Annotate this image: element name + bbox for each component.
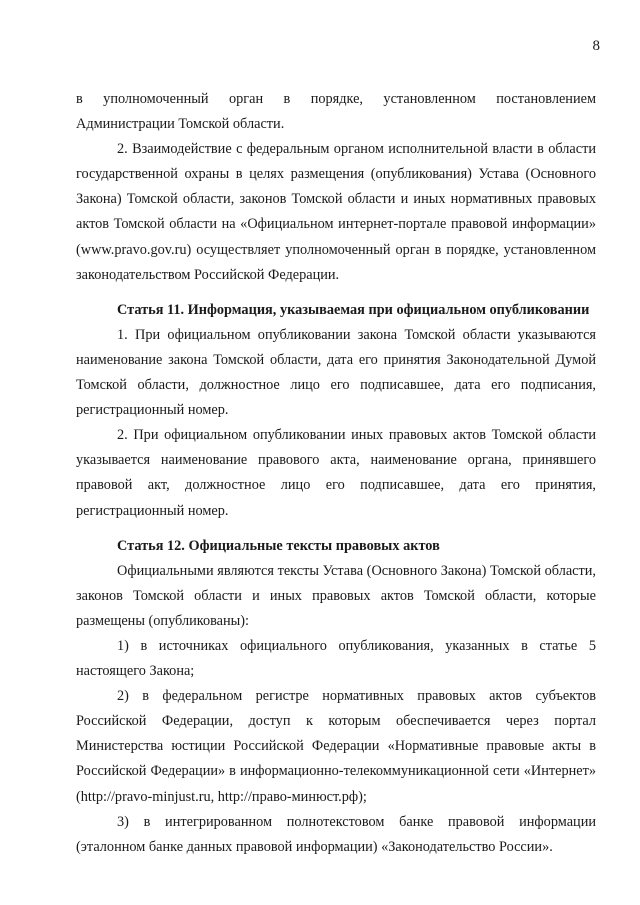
article-12-item-2: 2) в федеральном регистре нормативных правовых актов субъектов Российской Федерации, доступ к которым обеспечивается через портал Министерства юстиции Российской Федерации «Нормативные правовые акты в Российской Федерации» в информационно-телекоммуникационной сети «Интернет» (http://pravo-minjust.ru, http://право-минюст.рф);	[76, 688, 596, 805]
article-12-item-3: 3) в интегрированном полнотекстовом банке правовой информации (эталонном банке данных правовой информации) «Законодательство России».	[76, 813, 596, 855]
article-11-heading: Статья 11. Информация, указываемая при официальном опубликовании	[117, 301, 590, 318]
page-number: 8	[592, 38, 600, 54]
document-body	[76, 87, 596, 860]
article-11-item-1: 1. При официальном опубликовании закона Томской области указываются наименование закона Томской области, дата его принятия Законодательной Думой Томской области, должностное лицо его подписавшее, дата его подписания, регистрационный номер.	[76, 326, 596, 419]
article-12-intro: Официальными являются тексты Устава (Основного Закона) Томской области, законов Томской области и иных правовых актов Томской области, которые размещены (опубликованы):	[76, 562, 596, 629]
article-12-heading: Статья 12. Официальные тексты правовых актов	[117, 537, 440, 554]
article-11-item-2: 2. При официальном опубликовании иных правовых актов Томской области указывается наименование правового акта, наименование органа, принявшего правовой акт, должностное лицо его подписавшее, дата его принятия, регистрационный номер.	[76, 427, 596, 519]
article-10-item-2: 2. Взаимодействие с федеральным органом исполнительной власти в области государственной охраны в целях размещения (опубликования) Устава (Основного Закона) Томской области, законов Томской области и иных нормативных правовых актов Томской области на «Официальном интернет-портале правовой информации» (www.pravo.gov.ru) осуществляет уполномоченный орган в порядке, установленном законодательством Российской Федерации.	[76, 141, 596, 283]
article-12-item-1: 1) в источниках официального опубликования, указанных в статье 5 настоящего Закона;	[76, 637, 596, 680]
paragraph-continuation: в уполномоченный орган в порядке, установленном постановлением Администрации Томской области.	[76, 91, 596, 133]
